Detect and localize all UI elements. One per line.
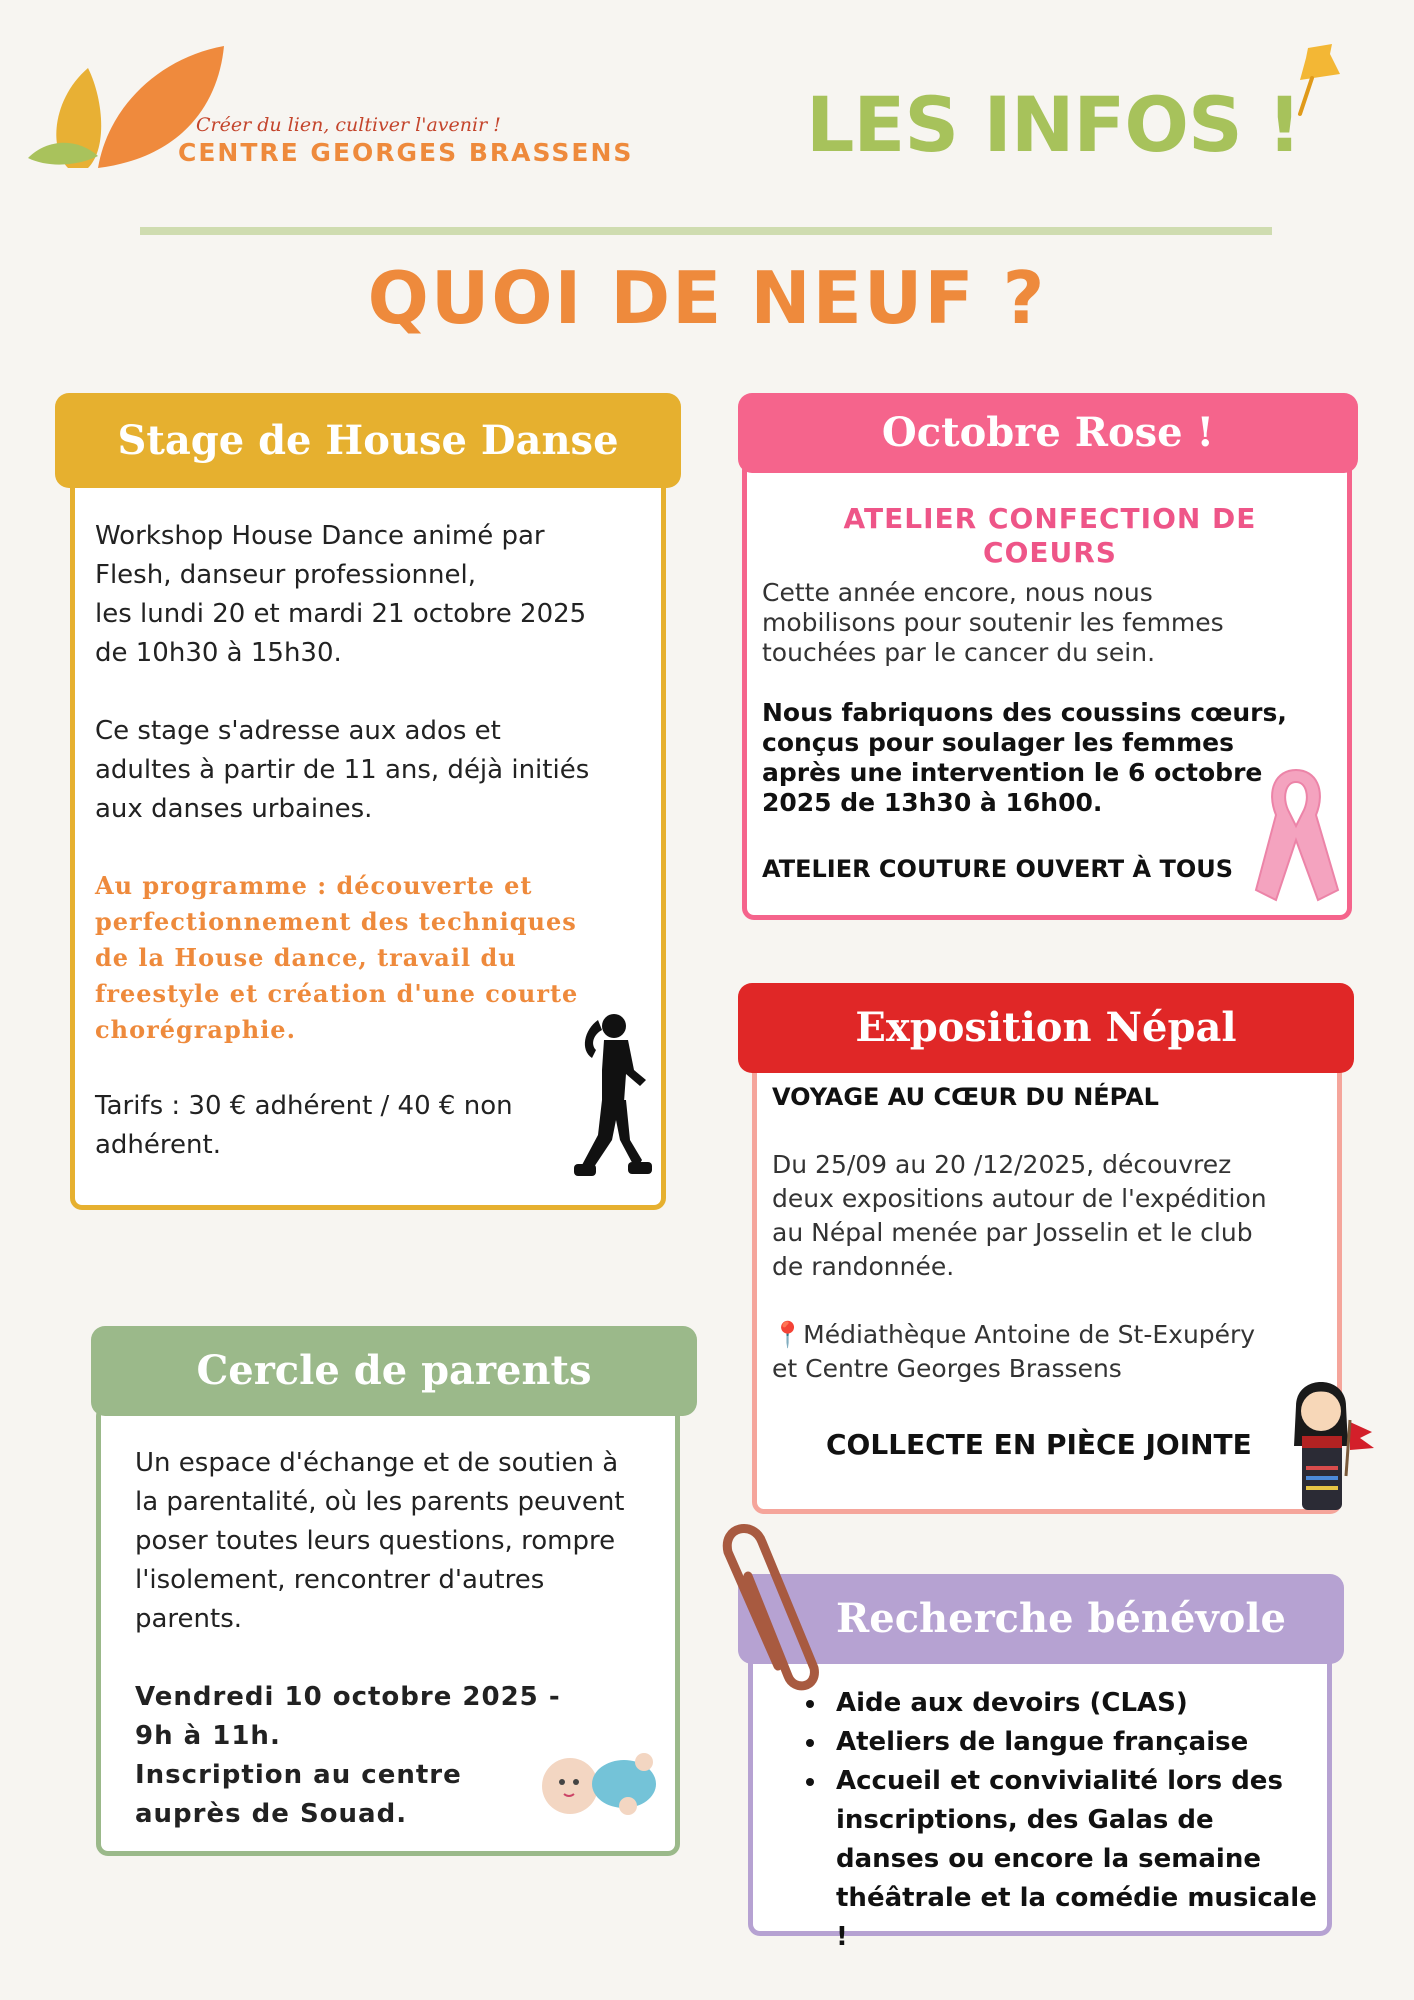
rose-subtitle: ATELIER CONFECTION DE COEURS xyxy=(843,502,1257,569)
pin-icon: 📍 xyxy=(772,1320,804,1349)
text-line: l'isolement, rencontrer d'autres xyxy=(135,1565,545,1595)
text-line: les lundi 20 et mardi 21 octobre 2025 xyxy=(95,599,587,629)
tagline: Créer du lien, cultiver l'avenir ! xyxy=(196,114,501,136)
text-line: de randonnée. xyxy=(772,1252,955,1281)
text-line: Du 25/09 au 20 /12/2025, découvrez xyxy=(772,1150,1232,1179)
parents-title xyxy=(91,1326,697,1416)
text-line: Médiathèque Antoine de St-Exupéry xyxy=(803,1320,1256,1349)
parents-title-label: Cercle de parents xyxy=(196,1347,592,1394)
text-line: Cette année encore, nous nous xyxy=(762,578,1153,607)
list-item: • Ateliers de langue française xyxy=(828,1723,1318,1762)
collecte-label: COLLECTE EN PIÈCE JOINTE xyxy=(826,1428,1252,1461)
text-line: 2025 de 13h30 à 16h00. xyxy=(762,788,1103,817)
program-line: Au programme : découverte et xyxy=(95,871,533,900)
org-name: CENTRE GEORGES BRASSENS xyxy=(178,138,634,167)
text-line: au Népal menée par Josselin et le club xyxy=(772,1218,1253,1247)
text-line: Nous fabriquons des coussins cœurs, xyxy=(762,698,1287,727)
baby-icon xyxy=(532,1740,662,1820)
header-divider xyxy=(140,227,1272,235)
text-line: Tarifs : 30 € adhérent / 40 € non xyxy=(95,1091,513,1121)
text-line: 9h à 11h. xyxy=(135,1721,281,1751)
text-line: poser toutes leurs questions, rompre xyxy=(135,1526,616,1556)
text-line: touchées par le cancer du sein. xyxy=(762,638,1156,667)
text-line: Un espace d'échange et de soutien à xyxy=(135,1448,619,1478)
nepal-title-label: Exposition Népal xyxy=(855,1004,1237,1051)
text-line: adhérent. xyxy=(95,1130,221,1160)
text-line: parents. xyxy=(135,1604,243,1634)
text-line: après une intervention le 6 octobre xyxy=(762,758,1263,787)
list-item: • Accueil et convivialité lors des inscriptions, des Galas de danses ou encore la semaine théâtrale et la comédie musicale ! xyxy=(828,1762,1318,1957)
program-line: perfectionnement des techniques xyxy=(95,907,577,936)
pushpin-icon xyxy=(1290,40,1350,120)
nepal-heading: VOYAGE AU CŒUR DU NÉPAL xyxy=(772,1083,1159,1111)
nepal-title xyxy=(738,983,1354,1073)
list-item: • Aide aux devoirs (CLAS) xyxy=(828,1684,1318,1723)
text-line: deux expositions autour de l'expédition xyxy=(772,1184,1267,1213)
pink-ribbon-icon xyxy=(1246,760,1346,910)
text-line: aux danses urbaines. xyxy=(95,794,373,824)
program-line: de la House dance, travail du xyxy=(95,943,517,972)
house-title-label: Stage de House Danse xyxy=(117,417,619,464)
paperclip-icon xyxy=(718,1516,828,1696)
text-line: de 10h30 à 15h30. xyxy=(95,638,342,668)
text-line: mobilisons pour soutenir les femmes xyxy=(762,608,1224,637)
benevole-title-label: Recherche bénévole xyxy=(836,1595,1286,1642)
program-line: freestyle et création d'une courte xyxy=(95,979,579,1008)
text-line: Vendredi 10 octobre 2025 - xyxy=(135,1682,561,1712)
text-line: adultes à partir de 11 ans, déjà initiés xyxy=(95,755,590,785)
text-line: Ce stage s'adresse aux ados et xyxy=(95,716,501,746)
text-line: auprès de Souad. xyxy=(135,1799,408,1829)
section-heading: QUOI DE NEUF ? xyxy=(367,256,1047,340)
rose-title-label: Octobre Rose ! xyxy=(881,409,1215,456)
page-title: LES INFOS ! xyxy=(806,80,1301,169)
program-line: chorégraphie. xyxy=(95,1015,296,1044)
nepali-girl-icon xyxy=(1276,1366,1380,1516)
text-line: Inscription au centre xyxy=(135,1760,462,1790)
house-title xyxy=(55,393,681,488)
text-line: et Centre Georges Brassens xyxy=(772,1354,1122,1383)
dancer-silhouette-icon xyxy=(562,1010,657,1185)
text-line: la parentalité, où les parents peuvent xyxy=(135,1487,625,1517)
benevole-list xyxy=(778,1684,1318,1957)
text-line: conçus pour soulager les femmes xyxy=(762,728,1234,757)
rose-title xyxy=(738,393,1358,473)
rose-open-label: ATELIER COUTURE OUVERT À TOUS xyxy=(762,855,1233,883)
text-line: Workshop House Dance animé par xyxy=(95,521,545,551)
text-line: Flesh, danseur professionnel, xyxy=(95,560,476,590)
nepal-text xyxy=(772,1082,1332,1386)
benevole-title xyxy=(738,1574,1344,1664)
